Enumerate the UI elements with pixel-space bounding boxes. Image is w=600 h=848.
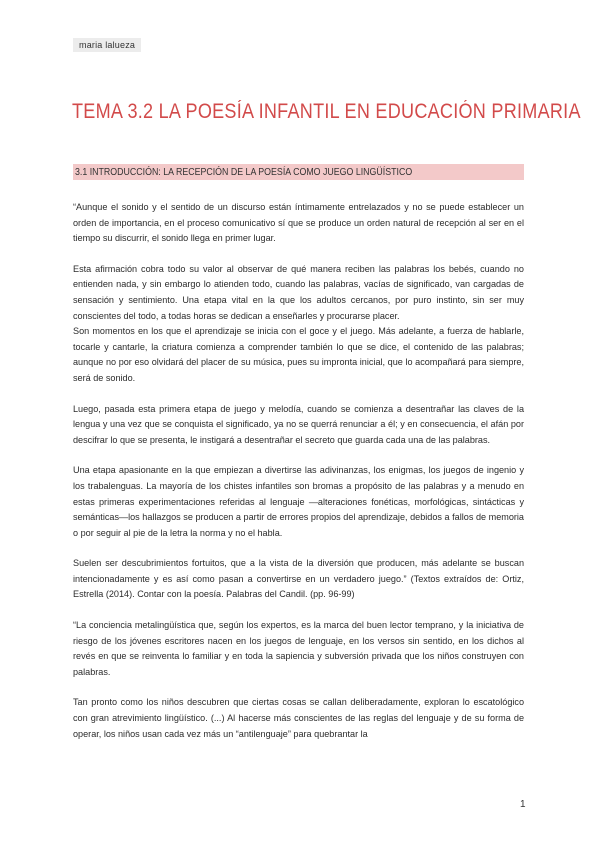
paragraph: Esta afirmación cobra todo su valor al observar de qué manera reciben las palabras los bebés, cuando no entienden nada, y sin embargo lo atienden todo, cuando las palabras, vacías de significado, van cargadas de sensación y sentimiento. Una etapa vital en la que los adultos cercanos, por puro instinto, sin ser muy conscientes del todo, a todas horas se dedican a enseñarles y procurarse placer. — [73, 263, 524, 321]
paragraph: Una etapa apasionante en la que empiezan a divertirse las adivinanzas, los enigmas, los juegos de ingenio y los trabalenguas. La mayoría de los chistes infantiles son bromas a propósito de las palabras y a menudo en estas primeras experimentaciones referidas al lenguaje —alteraciones fonéticas, morfológicas, sintácticas y semánticas—los hallazgos se producen a partir de errores propios del aprendizaje, debidos a fallos de memoria o por seguir al pie de la letra la norma y no el habla. — [73, 465, 524, 538]
paragraph: Suelen ser descubrimientos fortuitos, que a la vista de la diversión que producen, más adelante se buscan intencionadamente y es así como pasan a convertirse en un verdadero juego.” (Textos extraídos de: Ortiz, Estrella (2014). Contar con la poesía. Palabras del Candil. (pp. 96-99) — [73, 558, 524, 600]
paragraph: “Aunque el sonido y el sentido de un discurso están íntimamente entrelazados y no se puede establecer un orden de importancia, en el proceso comunicativo sí que se produce un orden natural de recepción al ser en el tiempo su discurrir, el sonido llega en primer lugar. — [73, 202, 524, 244]
paragraph: “La conciencia metalingüística que, según los expertos, es la marca del buen lector temprano, y la iniciativa de riesgo de los jóvenes escritores nacen en los juegos de lenguaje, en los versos sin sentido, en los dichos al revés en que se reinventa lo familiar y en toda la sapiencia y subversión privada que los niños construyen con palabras. — [73, 620, 524, 677]
section-heading: 3.1 INTRODUCCIÓN: LA RECEPCIÓN DE LA POESÍA COMO JUEGO LINGÜÍSTICO — [75, 166, 413, 178]
paragraph: Luego, pasada esta primera etapa de juego y melodía, cuando se comienza a desentrañar las claves de la lengua y una vez que se conquista el significado, ya no se querrá renunciar a él; y en consecuencia, el afán por descifrar lo que se presenta, le instigará a desentrañar el secreto que guarda cada una de las palabras. — [73, 403, 524, 445]
body-text — [73, 200, 524, 742]
author-tag: maria lalueza — [73, 38, 141, 52]
paragraph: Son momentos en los que el aprendizaje se inicia con el goce y el juego. Más adelante, a fuerza de hablarle, tocarle y cantarle, la criatura comienza a comprender también lo que se dice, el contenido de las palabras; aunque no por eso olvidará del placer de su música, pues su impronta inicial, que lo acompañará para siempre, será de sonido. — [73, 326, 524, 383]
document-title: TEMA 3.2 LA POESÍA INFANTIL EN EDUCACIÓN PRIMARIA — [72, 100, 581, 123]
paragraph: Tan pronto como los niños descubren que ciertas cosas se callan deliberadamente, exploran lo escatológico con gran atrevimiento lingüístico. (...) Al hacerse más conscientes de las reglas del lenguaje y de su forma de operar, los niños usan cada vez más un “antilenguaje” para quebrantar la — [73, 697, 524, 739]
page-number: 1 — [520, 799, 526, 810]
